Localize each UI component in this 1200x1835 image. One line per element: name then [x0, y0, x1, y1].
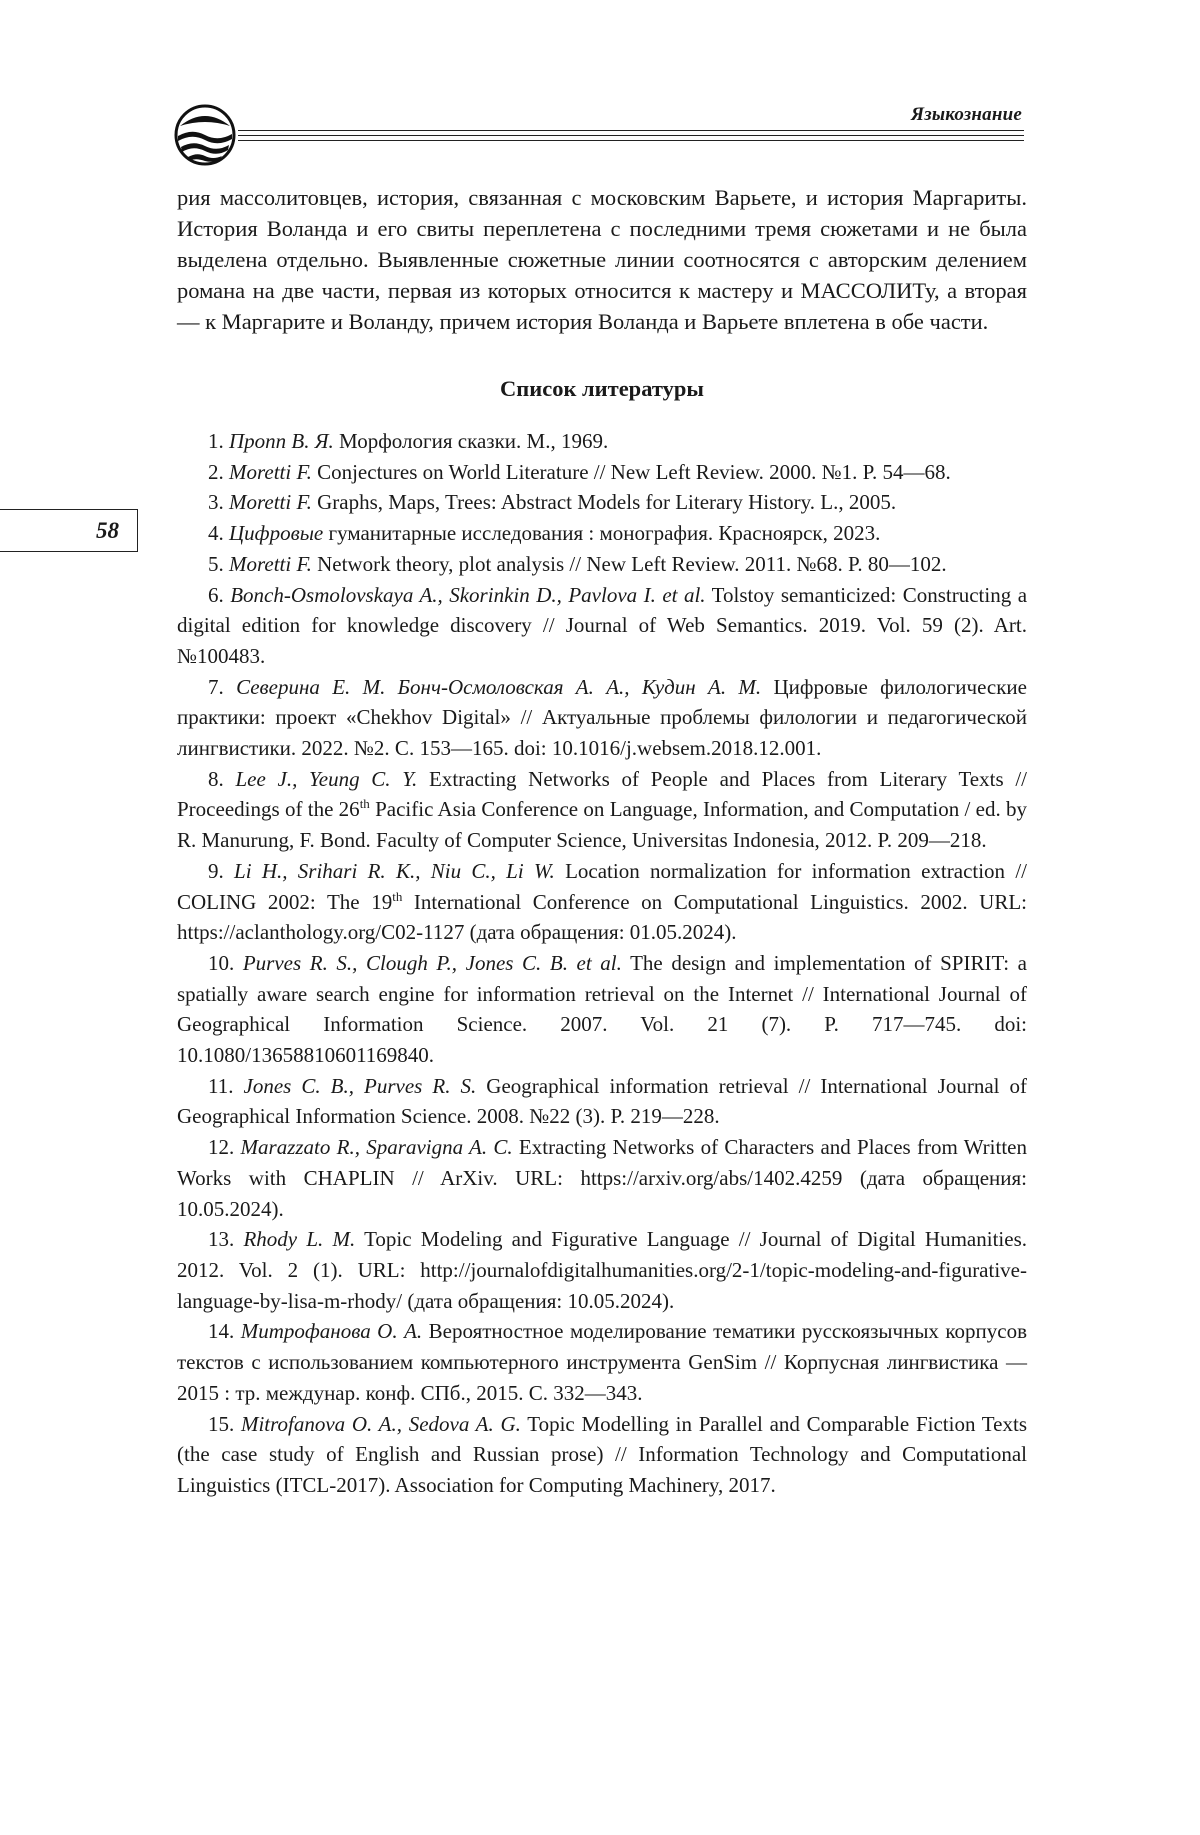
reference-item — [177, 426, 1027, 457]
reference-number: 2. — [208, 459, 224, 484]
reference-authors: Пропп В. Я. — [229, 429, 334, 453]
reference-text: Topic Modelling in Parallel and Comparable Fiction Texts (the case study of English and Russian prose) // Information Technology and Computational Linguistics (ITCL-2017). Association for Computing Machinery, 2017. — [177, 1411, 1027, 1497]
reference-item — [177, 948, 1027, 1071]
reference-superscript: th — [392, 888, 403, 904]
reference-authors: Moretti F. — [229, 490, 312, 515]
reference-text: гуманитарные исследования : монография. Красноярск, 2023. — [323, 521, 881, 546]
reference-number: 11. — [208, 1073, 234, 1098]
reference-item — [177, 1316, 1027, 1408]
reference-item — [177, 672, 1027, 764]
reference-item — [177, 1224, 1027, 1316]
reference-number: 3. — [208, 490, 224, 515]
reference-number: 6. — [208, 582, 224, 607]
reference-text: Graphs, Maps, Trees: Abstract Models for Literary History. L., 2005. — [311, 490, 897, 515]
reference-superscript: th — [359, 796, 370, 812]
header-rule — [238, 135, 1024, 136]
reference-text: Extracting Networks of People and Places from Literary Texts // Proceedings of the 26 — [177, 766, 1028, 822]
reference-item — [177, 580, 1027, 672]
page-body — [177, 182, 1027, 1501]
reference-item — [177, 487, 1027, 518]
reference-authors: Purves R. S., Clough P., Jones C. B. et al. — [242, 950, 622, 975]
reference-authors: Северина Е. М. Бонч-Осмоловская А. А., Кудин А. М. — [236, 674, 762, 699]
reference-number: 15. — [208, 1411, 235, 1436]
reference-text: Tolstoy semanticized: Constructing a digital edition for knowledge discovery // Journal of Web Semantics. 2019. Vol. 59 (2). Art. №100483. — [177, 582, 1028, 668]
page-number — [0, 509, 138, 552]
reference-authors: Lee J., Yeung C. Y. — [235, 766, 418, 791]
reference-text-continued: International Conference on Computational Linguistics. 2002. URL: https://aclanthology.org/C02-1127 (дата обращения: 01.05.2024). — [177, 889, 1027, 945]
reference-item — [177, 457, 1027, 488]
reference-text: Topic Modeling and Figurative Language // Journal of Digital Humanities. 2012. Vol. 2 (1). URL: http://journalofdigitalhumanities.org/2-1/topic-modeling-and-figurative-language-by-lisa-m-rhody/ (дата обращения: 10.05.2024). — [177, 1227, 1027, 1313]
reference-item — [177, 856, 1027, 948]
intro-paragraph: рия массолитовцев, история, связанная с московским Варьете, и история Маргариты. История Воланда и его свиты переплетена с последними тремя сюжетами и не была выделена отдельно. Выявленные сюжетные линии соотносятся с авторским делением романа на две части, первая из которых относится к мастеру и МАССОЛИТу, а вторая — к Маргарите и Воланду, причем история Воланда и Варьете вплетена в обе части. — [177, 185, 1027, 334]
reference-number: 8. — [208, 766, 224, 791]
reference-authors: Li H., Srihari R. K., Niu C., Li W. — [234, 858, 555, 883]
reference-authors: Moretti F. — [229, 551, 312, 576]
reference-item — [177, 1409, 1027, 1501]
reference-number: 14. — [208, 1319, 235, 1344]
reference-number: 12. — [208, 1135, 235, 1160]
reference-text: Морфология сказки. М., 1969. — [333, 429, 609, 453]
reference-authors: Jones C. B., Purves R. S. — [243, 1073, 477, 1098]
reference-authors: Bonch-Osmolovskaya A., Skorinkin D., Pavlova I. et al. — [230, 582, 706, 607]
running-header-section: Языкознание — [910, 104, 1022, 125]
header-rule — [238, 140, 1024, 141]
reference-number: 1. — [208, 429, 224, 453]
reference-number: 7. — [208, 674, 224, 699]
reference-number: 4. — [208, 521, 224, 546]
reference-item — [177, 549, 1027, 580]
reference-authors: Rhody L. M. — [243, 1227, 356, 1252]
reference-item — [177, 1132, 1027, 1224]
page-number-label: 58 — [96, 517, 119, 543]
reference-authors: Митрофанова О. А. — [240, 1319, 423, 1344]
reference-authors: Marazzato R., Sparavigna A. C. — [240, 1135, 513, 1160]
reference-text: Conjectures on World Literature // New Left Review. 2000. №1. P. 54—68. — [311, 459, 951, 484]
reference-text: Цифровые филологические практики: проект «Chekhov Digital» // Актуальные проблемы филологии и педагогической лингвистики. 2022. №2. С. 153—165. doi: 10.1016/j.websem.2018.12.001. — [177, 674, 1027, 761]
reference-text: Вероятностное моделирование тематики русскоязычных корпусов текстов с использованием компьютерного инструмента GenSim // Корпусная лингвистика — 2015 : тр. междунар. конф. СПб., 2015. С. 332—343. — [177, 1319, 1028, 1405]
reference-number: 10. — [208, 950, 235, 975]
references-list — [177, 426, 1027, 1501]
reference-authors: Mitrofanova O. A., Sedova A. G. — [240, 1411, 521, 1436]
references-title: Список литературы — [500, 376, 704, 401]
reference-authors: Цифровые — [229, 521, 324, 546]
reference-text: The design and implementation of SPIRIT: a spatially aware search engine for information retrieval on the Internet // International Journal of Geographical Information Science. 2007. Vol. 21 (7). P. 717—745. doi: 10.1080/13658810601169840. — [177, 950, 1027, 1068]
reference-text: Geographical information retrieval // International Journal of Geographical Information Science. 2008. №22 (3). P. 219—228. — [177, 1073, 1028, 1129]
journal-logo-icon — [172, 102, 238, 168]
reference-number: 5. — [208, 551, 224, 576]
reference-item — [177, 764, 1027, 856]
reference-text: Network theory, plot analysis // New Left Review. 2011. №68. P. 80—102. — [311, 551, 947, 576]
header-rule — [238, 130, 1024, 131]
reference-text-continued: Pacific Asia Conference on Language, Information, and Computation / ed. by R. Manurung, F. Bond. Faculty of Computer Science, Universitas Indonesia, 2012. P. 209—218. — [177, 797, 1027, 853]
reference-text: Location normalization for information extraction // COLING 2002: The 19 — [177, 858, 1028, 914]
reference-authors: Moretti F. — [229, 459, 312, 484]
reference-number: 13. — [208, 1227, 235, 1252]
reference-number: 9. — [208, 858, 224, 883]
reference-text: Extracting Networks of Characters and Places from Written Works with CHAPLIN // ArXiv. URL: https://arxiv.org/abs/1402.4259 (дата обращения: 10.05.2024). — [177, 1135, 1028, 1221]
reference-item — [177, 1071, 1027, 1132]
reference-item — [177, 518, 1027, 549]
